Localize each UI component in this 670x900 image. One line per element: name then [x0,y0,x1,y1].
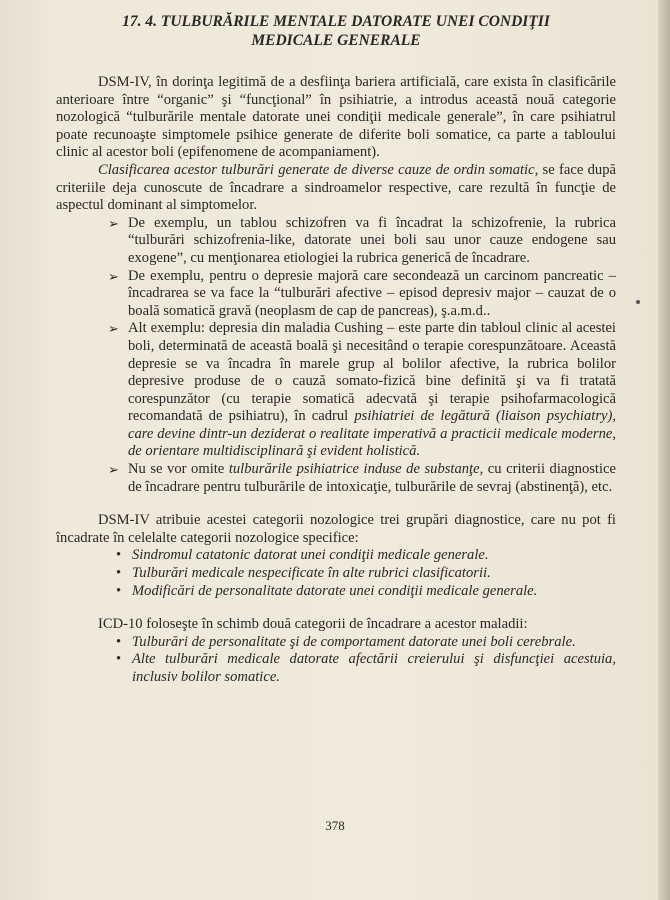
spacer [56,496,616,512]
ink-spot [636,300,640,304]
arrow-bullet-icon: ➢ [108,215,119,231]
list-item [56,215,616,268]
paragraph-icd: ICD-10 foloseşte în schimb două categorii de încadrare a acestor maladii: [98,616,528,633]
paragraph-classification [56,162,616,215]
bullet-icon: • [116,547,122,564]
list-item [56,268,616,321]
examples-list [56,215,616,497]
bullet-icon: • [116,565,122,582]
example-text-italic: tulburările psihiatrice induse de substanţe, [228,461,484,478]
example-text-italic: psihiatriei de legătură (liaison psychiatry), care devine dintr-un deziderat o realitate imperativă a practicii medicale moderne, de orientare multidisciplinară şi evident holistică. [128,408,616,460]
example-text: De exemplu, un tablou schizofren va fi încadrat la schizofrenie, la rubrica “tulburări schizofrenia-like, datorate unei boli sau unor cauze endogene sau exogene”, cu menţionarea etiologiei la rubrica generică de încadrare. [128,214,616,266]
list-item [56,565,616,583]
example-text: Alt exemplu: depresia din maladia Cushing – este parte din tabloul clinic al acestei boli, determinată de această boală şi necesitând o terapie corespunzătoare. Această depresie se va încadra în marele grup al bolilor afective, la rubrica bolilor depresive produse de o cauză somato-fizică bine definită şi va fi tratată corespunzător (cu terapie somatică adecvată şi terapie psihofarmacologică recomandată de psihiatru), în cadrul [128,320,616,425]
page-content [56,12,616,687]
section-heading [56,12,616,50]
dsm-group-text: Modificări de personalitate datorate unei condiţii medicale generale. [132,582,538,599]
icd-category-text: Tulburări de personalitate şi de comportament datorate unei boli cerebrale. [132,633,576,650]
list-item [56,651,616,686]
arrow-bullet-icon: ➢ [108,268,119,284]
list-item [56,547,616,565]
spacer [56,600,616,616]
example-text: De exemplu, pentru o depresie majoră care secondează un carcinom pancreatic – încadrarea se va face la “tulburări afective – episod depresiv major – cauzat de o boală somatică gravă (neoplasm de cap de pancreas), ş.a.m.d.. [128,267,616,319]
dsm-group-text: Tulburări medicale nespecificate în alte rubrici clasificatorii. [132,565,491,582]
bullet-icon: • [116,582,122,599]
list-item [56,634,616,652]
dsm-groups-list [56,547,616,600]
icd-category-text: Alte tulburări medicale datorate afectării creierului şi disfuncţiei acestuia, inclusiv bolilor somatice. [132,651,616,685]
example-text-continued: cu criterii diagnostice de încadrare pentru tulburările de intoxicaţie, tulburările de sevraj (abstinenţă), etc. [128,461,616,495]
example-text: Nu se vor omite [128,461,229,478]
paragraph-dsm: DSM-IV atribuie acestei categorii nozologice trei grupări diagnostice, care nu pot fi încadrate în celelalte categorii nozologice specifice: [56,512,616,546]
page-number: 378 [325,818,345,833]
icd-categories-list [56,634,616,687]
paragraph-classification-text: se face după criteriile deja cunoscute de încadrare a sindroamelor respective, care rezultă în funcţie de aspectul dominant al simptomelor. [56,161,616,214]
paragraph-classification-italic: Clasificarea acestor tulburări generate de diverse cauze de ordin somatic, [98,161,539,178]
bullet-icon: • [116,651,122,668]
list-item [56,583,616,601]
list-item [56,461,616,496]
dsm-group-text: Sindromul catatonic datorat unei condiţii medicale generale. [132,547,489,564]
bullet-icon: • [116,633,122,650]
section-heading-line2: MEDICALE GENERALE [251,32,421,49]
section-heading-line1: 17. 4. TULBURĂRILE MENTALE DATORATE UNEI CONDIŢII [122,13,550,30]
arrow-bullet-icon: ➢ [108,321,119,337]
arrow-bullet-icon: ➢ [108,462,119,478]
page-edge-shadow [658,0,670,900]
paragraph-intro: DSM-IV, în dorinţa legitimă de a desfiinţa bariera artificială, care exista în clasificările anterioare între “organic” şi “funcţional” în psihiatrie, a introdus această nouă categorie nozologică “tulburările mentale datorate unei condiţii medicale generale”, în care psihiatrul poate recunoaşte simptomele psihice generate de diferite boli somatice, ca parte a tabloului clinic al acestor boli (epifenomene de acompaniament). [56,74,616,161]
list-item [56,320,616,461]
